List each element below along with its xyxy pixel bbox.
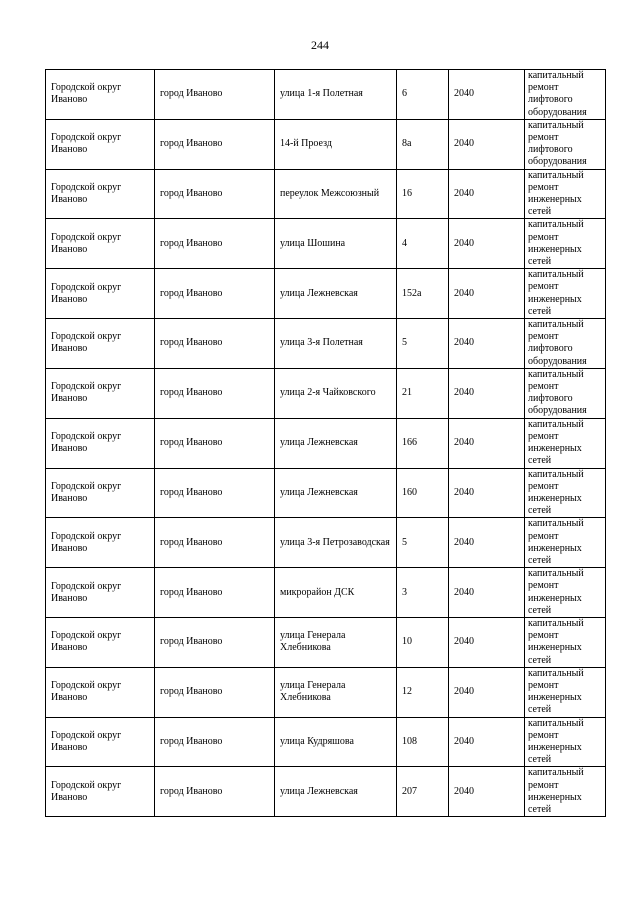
table-row (46, 219, 606, 269)
cell-district: Городской округ Иваново (46, 119, 155, 169)
cell-district: Городской округ Иваново (46, 169, 155, 219)
cell-city: город Иваново (155, 717, 275, 767)
cell-street: переулок Межсоюзный (275, 169, 397, 219)
cell-street: улица Лежневская (275, 468, 397, 518)
cell-street: улица 3-я Полетная (275, 319, 397, 369)
cell-work: капитальный ремонт инженерных сетей (525, 717, 606, 767)
cell-work: капитальный ремонт лифтового оборудования (525, 368, 606, 418)
cell-city: город Иваново (155, 269, 275, 319)
cell-house: 3 (397, 568, 449, 618)
table-row (46, 717, 606, 767)
cell-district: Городской округ Иваново (46, 219, 155, 269)
cell-city: город Иваново (155, 219, 275, 269)
table-row (46, 468, 606, 518)
cell-district: Городской округ Иваново (46, 568, 155, 618)
cell-district: Городской округ Иваново (46, 418, 155, 468)
cell-year: 2040 (449, 368, 525, 418)
cell-house: 8а (397, 119, 449, 169)
cell-city: город Иваново (155, 568, 275, 618)
cell-district: Городской округ Иваново (46, 70, 155, 120)
cell-street: улица Генерала Хлебникова (275, 667, 397, 717)
cell-street: улица 1-я Полетная (275, 70, 397, 120)
cell-year: 2040 (449, 617, 525, 667)
registry-table (45, 69, 606, 817)
cell-street: улица 3-я Петрозаводская (275, 518, 397, 568)
cell-year: 2040 (449, 518, 525, 568)
cell-house: 166 (397, 418, 449, 468)
table-row (46, 70, 606, 120)
table-row (46, 418, 606, 468)
cell-city: город Иваново (155, 169, 275, 219)
cell-district: Городской округ Иваново (46, 319, 155, 369)
cell-district: Городской округ Иваново (46, 368, 155, 418)
cell-work: капитальный ремонт инженерных сетей (525, 219, 606, 269)
cell-house: 5 (397, 319, 449, 369)
table-body (46, 70, 606, 817)
table-row (46, 319, 606, 369)
cell-house: 16 (397, 169, 449, 219)
cell-year: 2040 (449, 319, 525, 369)
cell-city: город Иваново (155, 617, 275, 667)
table-row (46, 169, 606, 219)
table-row (46, 518, 606, 568)
cell-work: капитальный ремонт лифтового оборудования (525, 119, 606, 169)
cell-year: 2040 (449, 468, 525, 518)
cell-street: микрорайон ДСК (275, 568, 397, 618)
cell-house: 152а (397, 269, 449, 319)
cell-year: 2040 (449, 667, 525, 717)
cell-work: капитальный ремонт лифтового оборудования (525, 319, 606, 369)
cell-house: 108 (397, 717, 449, 767)
cell-city: город Иваново (155, 119, 275, 169)
cell-street: улица 2-я Чайковского (275, 368, 397, 418)
page-number: 244 (311, 38, 329, 52)
cell-year: 2040 (449, 70, 525, 120)
cell-street: улица Генерала Хлебникова (275, 617, 397, 667)
cell-house: 6 (397, 70, 449, 120)
cell-street: 14-й Проезд (275, 119, 397, 169)
cell-work: капитальный ремонт инженерных сетей (525, 617, 606, 667)
cell-street: улица Шошина (275, 219, 397, 269)
cell-street: улица Лежневская (275, 418, 397, 468)
cell-city: город Иваново (155, 767, 275, 817)
cell-house: 207 (397, 767, 449, 817)
cell-street: улица Лежневская (275, 767, 397, 817)
cell-work: капитальный ремонт инженерных сетей (525, 568, 606, 618)
cell-city: город Иваново (155, 468, 275, 518)
cell-district: Городской округ Иваново (46, 468, 155, 518)
cell-work: капитальный ремонт инженерных сетей (525, 468, 606, 518)
cell-work: капитальный ремонт инженерных сетей (525, 169, 606, 219)
cell-house: 4 (397, 219, 449, 269)
cell-house: 12 (397, 667, 449, 717)
cell-work: капитальный ремонт инженерных сетей (525, 418, 606, 468)
cell-district: Городской округ Иваново (46, 617, 155, 667)
cell-district: Городской округ Иваново (46, 767, 155, 817)
cell-city: город Иваново (155, 319, 275, 369)
cell-work: капитальный ремонт лифтового оборудования (525, 70, 606, 120)
cell-district: Городской округ Иваново (46, 717, 155, 767)
cell-year: 2040 (449, 219, 525, 269)
cell-house: 10 (397, 617, 449, 667)
cell-city: город Иваново (155, 70, 275, 120)
cell-city: город Иваново (155, 667, 275, 717)
cell-year: 2040 (449, 269, 525, 319)
table-row (46, 119, 606, 169)
table-row (46, 667, 606, 717)
cell-year: 2040 (449, 169, 525, 219)
cell-year: 2040 (449, 418, 525, 468)
cell-year: 2040 (449, 119, 525, 169)
cell-work: капитальный ремонт инженерных сетей (525, 269, 606, 319)
cell-district: Городской округ Иваново (46, 518, 155, 568)
cell-house: 21 (397, 368, 449, 418)
cell-year: 2040 (449, 568, 525, 618)
table-row (46, 568, 606, 618)
cell-work: капитальный ремонт инженерных сетей (525, 767, 606, 817)
table-row (46, 767, 606, 817)
table-row (46, 269, 606, 319)
cell-street: улица Лежневская (275, 269, 397, 319)
cell-district: Городской округ Иваново (46, 667, 155, 717)
cell-house: 5 (397, 518, 449, 568)
cell-city: город Иваново (155, 518, 275, 568)
table-row (46, 617, 606, 667)
cell-year: 2040 (449, 767, 525, 817)
cell-city: город Иваново (155, 368, 275, 418)
cell-street: улица Кудряшова (275, 717, 397, 767)
cell-work: капитальный ремонт инженерных сетей (525, 518, 606, 568)
cell-year: 2040 (449, 717, 525, 767)
cell-work: капитальный ремонт инженерных сетей (525, 667, 606, 717)
cell-city: город Иваново (155, 418, 275, 468)
cell-house: 160 (397, 468, 449, 518)
cell-district: Городской округ Иваново (46, 269, 155, 319)
table-row (46, 368, 606, 418)
